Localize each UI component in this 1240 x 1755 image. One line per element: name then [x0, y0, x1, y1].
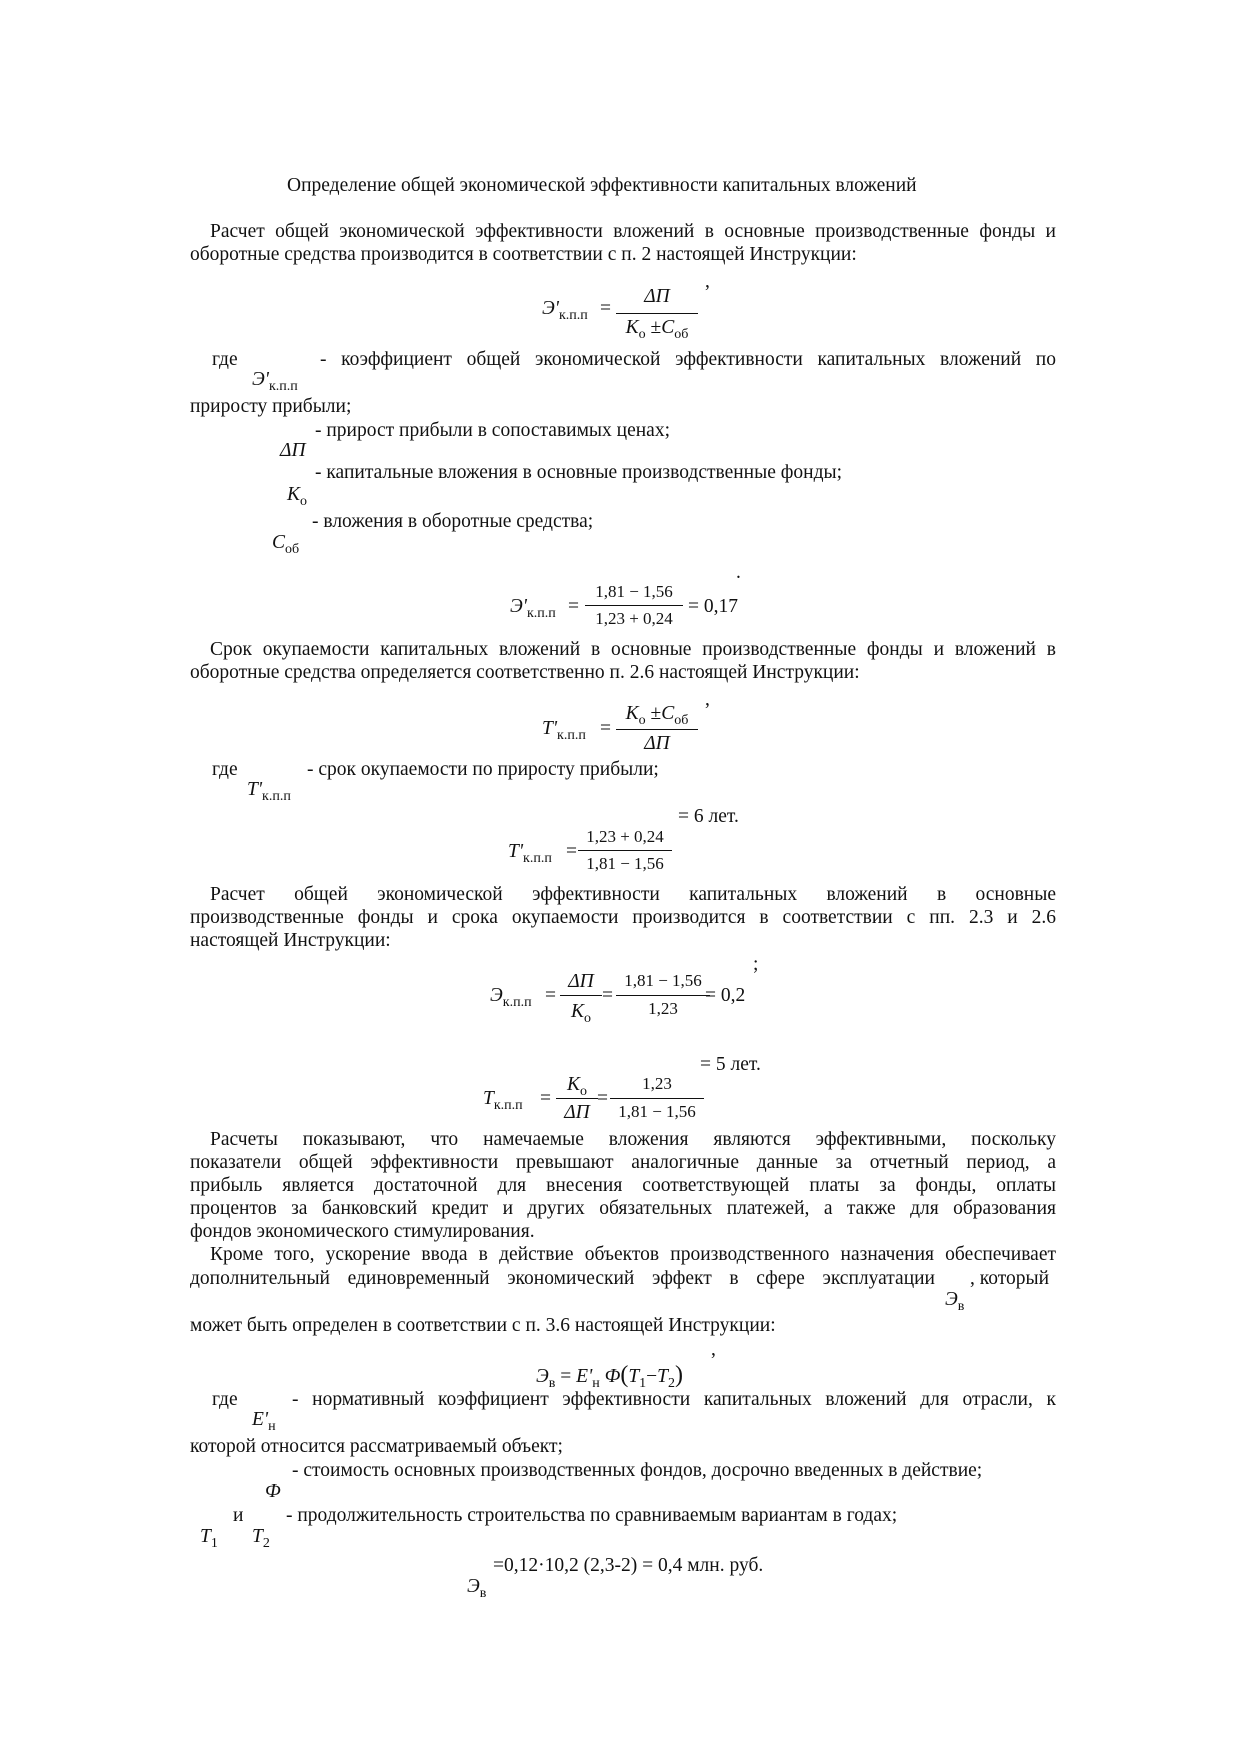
- paragraph-3-line-2: производственные фонды и срока окупаемости производится в соответствии с пп. 2.3 и 2.6: [190, 907, 1056, 928]
- calc-4-eq-2: =: [597, 1088, 608, 1109]
- calc-3-frac1-denominator: $К_о$: [571, 1001, 591, 1026]
- where-1-e-definition: - коэффициент общей экономической эффективности капитальных вложений по: [320, 349, 1056, 370]
- formula-3-comma: ,: [711, 1339, 716, 1360]
- formula-1-fraction-bar: [616, 313, 698, 314]
- calc-4-frac1-numerator: $К_о$: [567, 1074, 587, 1099]
- paragraph-5-ev-symbol: $Э_в$: [945, 1289, 965, 1314]
- paragraph-4-line-5: фондов экономического стимулирования.: [190, 1221, 535, 1242]
- where-3-f-definition: - стоимость основных производственных фондов, досрочно введенных в действие;: [292, 1460, 983, 1481]
- calc-1-dot: .: [736, 562, 741, 583]
- page-title: Определение общей экономической эффективности капитальных вложений: [287, 175, 917, 196]
- paragraph-4-line-1: Расчеты показывают, что намечаемые вложения являются эффективными, поскольку: [210, 1129, 1056, 1150]
- where-1-ko-symbol: $К_о$: [287, 484, 307, 509]
- where-2-t-definition: - срок окупаемости по приросту прибыли;: [307, 759, 659, 780]
- where-1-cob-symbol: $С_{об}$: [272, 532, 300, 557]
- formula-2-denominator: ΔП: [644, 733, 670, 754]
- where-1-cob-definition: - вложения в оборотные средства;: [312, 511, 594, 532]
- where-3-en-definition-cont: которой относится рассматриваемый объект;: [190, 1436, 563, 1457]
- paragraph-3-line-3: настоящей Инструкции:: [190, 930, 391, 951]
- calc-3-frac1-numerator: ΔП: [568, 971, 594, 992]
- calc-2-lhs: $Т'_{к.п.п}$: [508, 841, 552, 866]
- paragraph-5-line-1: Кроме того, ускорение ввода в действие объектов производственного назначения обеспечивает: [210, 1244, 1056, 1265]
- paragraph-1-line-2: оборотные средства производится в соответствии с п. 2 настоящей Инструкции:: [190, 244, 857, 265]
- calc-4-frac1-denominator: ΔП: [564, 1102, 590, 1123]
- formula-2-eq: =: [600, 718, 611, 739]
- where-2-label: где: [212, 759, 238, 780]
- where-1-label: где: [212, 349, 238, 370]
- calc-1-fraction-bar: [585, 605, 683, 606]
- where-3-en-definition: - нормативный коэффициент эффективности капитальных вложений для отрасли, к: [292, 1389, 1056, 1410]
- calc-3-frac1-bar: [560, 995, 602, 996]
- calc-2-eq: =: [566, 841, 577, 862]
- calc-1-eq: =: [568, 596, 579, 617]
- paragraph-5-line-3: может быть определен в соответствии с п. 3.6 настоящей Инструкции:: [190, 1315, 776, 1336]
- calc-4-numerator: 1,23: [642, 1074, 672, 1093]
- paragraph-4-line-4: процентов за банковский кредит и других обязательных платежей, а также для образования: [190, 1198, 1056, 1219]
- calc-3-lhs: $Э_{к.п.п}$: [490, 985, 532, 1010]
- paragraph-3-line-1: Расчет общей экономической эффективности капитальных вложений в основные: [210, 884, 1056, 905]
- formula-2-fraction-bar: [616, 729, 698, 730]
- calc-3-eq-2: =: [602, 985, 613, 1006]
- where-2-t-symbol: $Т'_{к.п.п}$: [247, 779, 291, 804]
- calc-2-result: = 6 лет.: [678, 806, 739, 827]
- calc-4-eq-1: =: [540, 1088, 551, 1109]
- calc-5-expression: =0,12·10,2 (2,3-2) = 0,4 млн. руб.: [493, 1555, 764, 1576]
- calc-3-semicolon: ;: [753, 954, 759, 975]
- formula-2-numerator: $К_о \pm С_{об}$: [625, 703, 689, 728]
- formula-1-denominator: $К_о \pm С_{об}$: [625, 317, 689, 342]
- calc-1-lhs: $Э'_{к.п.п}$: [510, 596, 556, 621]
- where-3-t12-definition: - продолжительность строительства по сравниваемым вариантам в годах;: [286, 1505, 898, 1526]
- paragraph-5-line-2: дополнительный единовременный экономический эффект в сфере эксплуатации: [190, 1268, 935, 1289]
- paragraph-4-line-2: показатели общей эффективности превышают аналогичные данные за отчетный период, а: [190, 1152, 1056, 1173]
- calc-5-ev-symbol: $Э_в$: [467, 1576, 487, 1601]
- calc-4-result: = 5 лет.: [700, 1054, 761, 1075]
- formula-1-numerator: ΔП: [644, 286, 670, 307]
- paragraph-5-line-2-end: , который: [970, 1268, 1050, 1289]
- formula-3: $Э_в = Е'_н$ $Ф(Т_1-Т_2)$: [536, 1362, 684, 1391]
- calc-2-numerator: 1,23 + 0,24: [586, 827, 664, 846]
- calc-2-fraction-bar: [578, 850, 672, 851]
- calc-4-lhs: $Т_{к.п.п}$: [483, 1088, 523, 1113]
- where-3-and: и: [233, 1505, 244, 1526]
- where-1-ko-definition: - капитальные вложения в основные производственные фонды;: [315, 462, 843, 483]
- where-3-t1-symbol: $Т_1$: [200, 1526, 218, 1551]
- paragraph-1-line-1: Расчет общей экономической эффективности вложений в основные производственные фонды и: [210, 221, 1056, 242]
- calc-3-numerator: 1,81 − 1,56: [624, 971, 702, 990]
- where-1-e-symbol: $Э'_{к.п.п}$: [252, 369, 298, 394]
- paragraph-4-line-3: прибыль является достаточной для внесения соответствующей платы за фонды, оплаты: [190, 1175, 1056, 1196]
- calc-4-fraction-bar: [610, 1098, 704, 1099]
- formula-1-lhs: $Э'_{к.п.п}$: [542, 298, 588, 323]
- calc-3-denominator: 1,23: [648, 999, 678, 1018]
- paragraph-2-line-2: оборотные средства определяется соответственно п. 2.6 настоящей Инструкции:: [190, 662, 860, 683]
- calc-2-denominator: 1,81 − 1,56: [586, 854, 664, 873]
- where-3-label: где: [212, 1389, 238, 1410]
- where-1-dp-definition: - прирост прибыли в сопоставимых ценах;: [315, 420, 670, 441]
- calc-1-numerator: 1,81 − 1,56: [595, 582, 673, 601]
- calc-4-denominator: 1,81 − 1,56: [618, 1102, 696, 1121]
- formula-1-eq: =: [600, 298, 611, 319]
- calc-3-eq-1: =: [545, 985, 556, 1006]
- formula-2-comma: ,: [705, 689, 710, 710]
- paragraph-2-line-1: Срок окупаемости капитальных вложений в основные производственные фонды и вложений в: [210, 639, 1056, 660]
- where-3-f-symbol: Ф: [265, 1481, 281, 1502]
- calc-1-result: = 0,17: [688, 596, 738, 617]
- where-3-t2-symbol: $Т_2$: [252, 1526, 270, 1551]
- calc-3-fraction-bar: [616, 995, 710, 996]
- formula-2-lhs: $Т'_{к.п.п}$: [542, 718, 586, 743]
- calc-4-frac1-bar: [556, 1098, 598, 1099]
- where-1-e-definition-cont: приросту прибыли;: [190, 396, 352, 417]
- formula-1-comma: ,: [705, 271, 710, 292]
- where-3-en-symbol: $Е'_н$: [252, 1409, 276, 1434]
- where-1-dp-symbol: ΔП: [280, 440, 306, 461]
- calc-1-denominator: 1,23 + 0,24: [595, 609, 673, 628]
- calc-3-result: = 0,2: [705, 985, 746, 1006]
